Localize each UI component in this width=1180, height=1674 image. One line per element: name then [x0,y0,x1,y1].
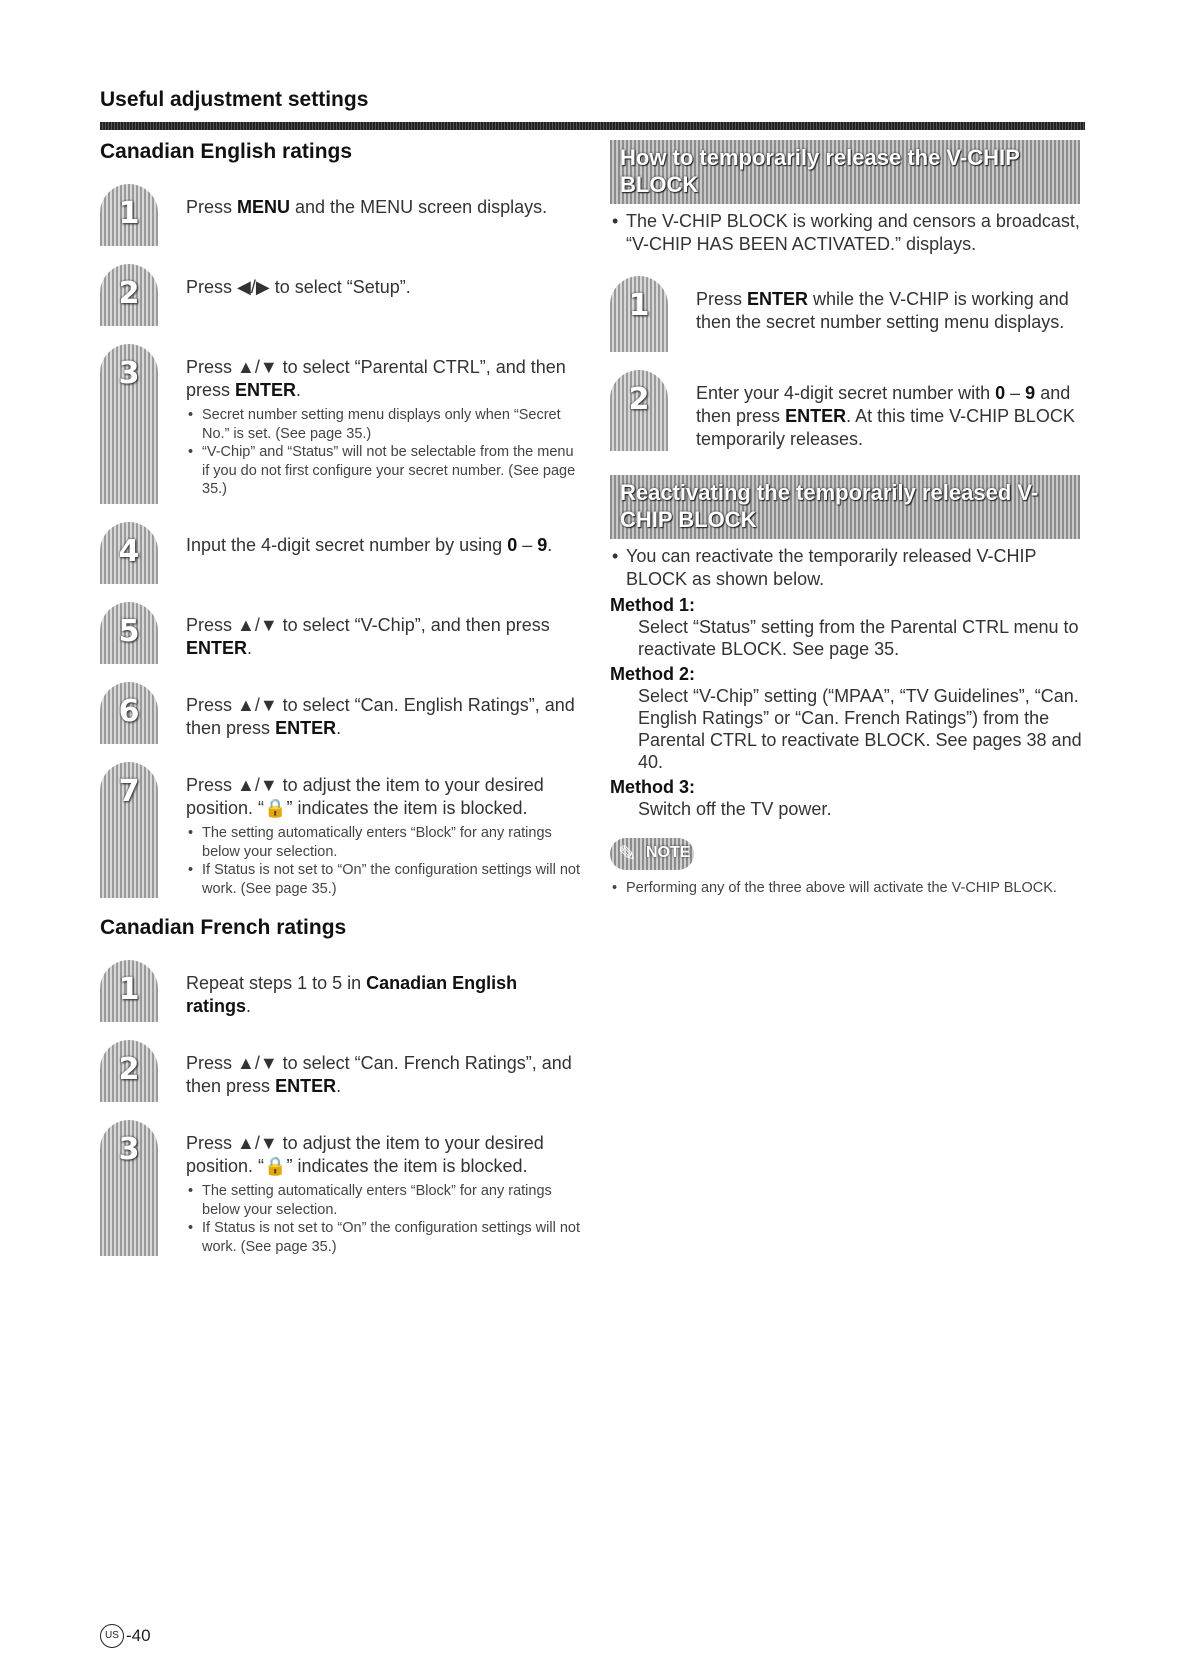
step-text: Repeat steps 1 to 5 in Canadian English ratings. [186,973,518,1016]
step-text: Press MENU and the MENU screen displays. [186,197,548,217]
step-text: Press ▲/▼ to select “Can. English Ratings”, and then press ENTER. [186,695,575,738]
english-steps [100,184,580,898]
step-number: 1 [628,288,650,323]
step-number: 3 [118,356,140,391]
method-label: Method 2: [610,664,695,684]
step-number-badge [610,276,668,352]
french-steps [100,960,580,1256]
release-bullet: • The V-CHIP BLOCK is working and censors a broadcast, “V-CHIP HAS BEEN ACTIVATED.” displays. [610,210,1095,256]
page-number-text: -40 [126,1626,151,1645]
english-step-3 [100,344,580,504]
page-number [100,1624,151,1648]
step-text: Input the 4-digit secret number by using 0 – 9. [186,535,553,555]
french-ratings-title: Canadian French ratings [100,916,347,939]
step-text: Press ENTER while the V-CHIP is working and then the secret number setting menu displays. [696,289,1069,332]
step-note: • The setting automatically enters “Block” for any ratings below your selection. [186,1182,580,1219]
step-notes [186,1182,580,1256]
release-step-1 [610,276,1095,352]
step-note: • If Status is not set to “On” the configuration settings will not work. (See page 35.) [186,861,580,898]
step-text: Press ▲/▼ to select “Parental CTRL”, and then press ENTER. [186,357,566,400]
step-text: Press ▲/▼ to adjust the item to your desired position. “🔒” indicates the item is blocked. [186,1133,544,1176]
method-label: Method 3: [610,777,695,797]
right-column [610,140,1095,897]
english-step-4 [100,522,580,584]
step-number: 2 [628,382,650,417]
note-label: NOTE [646,844,691,861]
step-number: 1 [118,196,140,231]
left-column [100,140,580,1274]
step-text: Press ▲/▼ to select “Can. French Ratings”, and then press ENTER. [186,1053,572,1096]
note-badge [610,838,694,870]
step-number: 6 [118,694,140,729]
step-number-badge [100,1040,158,1102]
english-step-7 [100,762,580,898]
step-note: • Secret number setting menu displays only when “Secret No.” is set. (See page 35.) [186,406,580,443]
step-number: 4 [118,534,140,569]
step-number-badge [100,264,158,326]
methods-list [610,595,1095,820]
step-number-badge [610,370,668,451]
english-step-2 [100,264,580,326]
step-number-badge [100,682,158,744]
french-step-2 [100,1040,580,1102]
step-number-badge [100,184,158,246]
step-text: Enter your 4-digit secret number with 0 – 9 and then press ENTER. At this time V-CHIP BLOCK temporarily releases. [696,383,1075,449]
step-text: Press ▲/▼ to adjust the item to your desired position. “🔒” indicates the item is blocked. [186,775,544,818]
method-label: Method 1: [610,595,695,615]
step-number-badge [100,762,158,898]
pencil-icon: ✎ [618,841,637,866]
step-text: Press ▲/▼ to select “V-Chip”, and then press ENTER. [186,615,550,658]
english-ratings-title: Canadian English ratings [100,140,353,163]
step-note: • The setting automatically enters “Block” for any ratings below your selection. [186,824,580,861]
step-text: Press ◀/▶ to select “Setup”. [186,277,411,297]
release-steps [610,276,1095,451]
reactivate-banner: Reactivating the temporarily released V-CHIP BLOCK [610,475,1080,539]
step-number-badge [100,602,158,664]
step-notes [186,406,580,499]
reactivate-bullet: • You can reactivate the temporarily released V-CHIP BLOCK as shown below. [610,545,1095,591]
region-badge: US [100,1624,124,1648]
french-step-3 [100,1120,580,1256]
release-banner: How to temporarily release the V-CHIP BLOCK [610,140,1080,204]
step-number: 1 [118,972,140,1007]
method-text: Switch off the TV power. [638,799,832,819]
step-number: 7 [118,774,140,809]
release-step-2 [610,370,1095,451]
step-number: 2 [118,1052,140,1087]
step-number: 5 [118,614,140,649]
english-step-6 [100,682,580,744]
step-note: • “V-Chip” and “Status” will not be selectable from the menu if you do not first configure your secret number. (See page 35.) [186,443,580,499]
method-text: Select “Status” setting from the Parental CTRL menu to reactivate BLOCK. See page 35. [638,617,1079,659]
step-number-badge [100,344,158,504]
english-step-5 [100,602,580,664]
step-number-badge [100,960,158,1022]
page-header: Useful adjustment settings [100,88,369,111]
french-step-1 [100,960,580,1022]
step-number: 2 [118,276,140,311]
method-text: Select “V-Chip” setting (“MPAA”, “TV Guidelines”, “Can. English Ratings” or “Can. French Ratings”) from the Parental CTRL to reactivate BLOCK. See pages 38 and 40. [638,686,1082,772]
step-number: 3 [118,1132,140,1167]
step-number-badge [100,522,158,584]
step-number-badge [100,1120,158,1256]
header-rule [100,122,1085,130]
step-note: • If Status is not set to “On” the configuration settings will not work. (See page 35.) [186,1219,580,1256]
step-notes [186,824,580,898]
english-step-1 [100,184,580,246]
note-text: • Performing any of the three above will activate the V-CHIP BLOCK. [610,879,1095,897]
